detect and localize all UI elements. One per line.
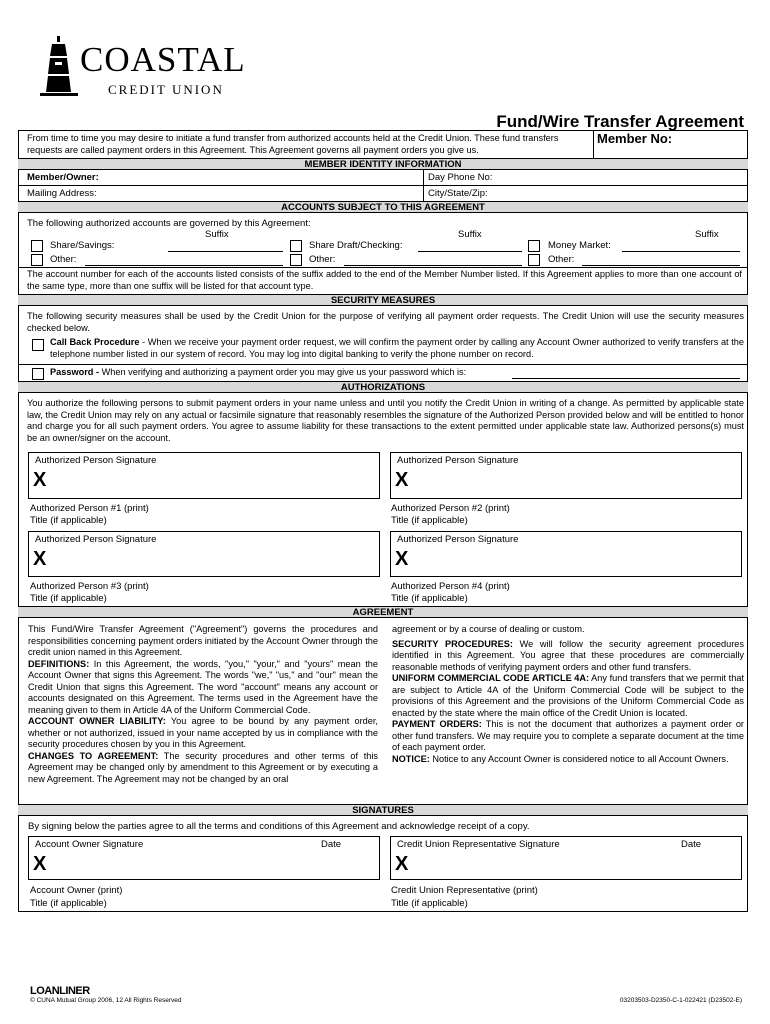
owner-liability: ACCOUNT OWNER LIABILITY: You agree to be bound by any payment order, whether or not authorized, issued in your name accepted by us in compliance with the security procedures chosen by you in this Agreement. — [28, 716, 378, 749]
other-label-2: Other: — [309, 254, 336, 265]
share-savings-label: Share/Savings: — [50, 240, 115, 251]
suffix-label-2: Suffix — [458, 229, 482, 240]
signature-x-mark: X — [33, 469, 47, 491]
mailing-address-field[interactable]: Mailing Address: — [27, 188, 97, 199]
authorized-person-1-title[interactable]: Title (if applicable) — [30, 515, 107, 526]
intro-text: From time to time you may desire to initiate a fund transfer from authorized accounts held at the Credit Union. These fund transfers requests are called payment orders in this Agreement. This Agreement governs all payment orders you give us. — [27, 133, 559, 155]
authorized-person-2-print[interactable]: Authorized Person #2 (print) — [391, 503, 510, 514]
authorized-signature-box-2[interactable] — [390, 452, 742, 499]
signature-label: Authorized Person Signature — [397, 534, 519, 545]
signature-label: Authorized Person Signature — [397, 455, 519, 466]
agreement-left-column — [28, 624, 378, 785]
account-owner-signature-box[interactable] — [28, 836, 380, 880]
section-member-identity: MEMBER IDENTITY INFORMATION — [18, 158, 748, 170]
lighthouse-icon — [40, 36, 78, 98]
authorized-person-3-print[interactable]: Authorized Person #3 (print) — [30, 581, 149, 592]
member-owner-field[interactable]: Member/Owner: — [27, 172, 99, 183]
authorized-person-1-print[interactable]: Authorized Person #1 (print) — [30, 503, 149, 514]
accounts-intro: The following authorized accounts are governed by this Agreement: — [27, 218, 311, 229]
signature-label: Account Owner Signature — [35, 839, 144, 850]
signature-x-mark: X — [33, 548, 47, 570]
accounts-note: The account number for each of the accounts listed consists of the suffix added to the end of the Member Number listed. If this Agreement applies to more than one account of the same type, more than one suffix will be listed for that account type. — [27, 269, 742, 291]
agreement-right-column — [392, 624, 744, 765]
form-code: 03203503-D2350-C-1-022421 (D23502-E) — [619, 997, 742, 1004]
signature-label: Authorized Person Signature — [35, 534, 157, 545]
other-account-checkbox-1[interactable] — [31, 254, 43, 266]
cu-representative-title[interactable]: Title (if applicable) — [391, 898, 468, 909]
suffix-label-3: Suffix — [695, 229, 719, 240]
account-owner-title[interactable]: Title (if applicable) — [30, 898, 107, 909]
agreement-intro: This Fund/Wire Transfer Agreement ("Agreement") governs the procedures and responsibilities concerning payment orders initiated by the Account Owner through the credit union named in this Agreement. — [28, 624, 378, 657]
cu-representative-print[interactable]: Credit Union Representative (print) — [391, 885, 538, 896]
date-label: Date — [681, 839, 702, 850]
security-procedures: SECURITY PROCEDURES: We will follow the security agreement procedures identified in this Agreement. You agree that these procedures are commercially reasonable methods of verifying payment orders and other fund transfers. — [392, 638, 745, 672]
document-title: Fund/Wire Transfer Agreement — [496, 112, 744, 131]
cu-representative-signature-box[interactable] — [390, 836, 742, 880]
city-state-zip-field[interactable]: City/State/Zip: — [428, 188, 488, 199]
loanliner-logo: LOANLINER — [30, 985, 90, 997]
authorized-signature-box-1[interactable] — [28, 452, 380, 499]
other-account-checkbox-2[interactable] — [290, 254, 302, 266]
signature-x-mark: X — [33, 853, 47, 875]
other-account-checkbox-3[interactable] — [528, 254, 540, 266]
agreement-continued: agreement or by a course of dealing or custom. — [392, 624, 585, 634]
payment-orders: PAYMENT ORDERS: This is not the document that authorizes a payment order or other fund transfers. We may require you to complete a separate document at the time of each payment order. — [392, 719, 744, 752]
signatures-intro: By signing below the parties agree to all the terms and conditions of this Agreement and acknowledge receipt of a copy. — [28, 821, 530, 832]
section-security: SECURITY MEASURES — [18, 294, 748, 306]
credit-union-logo — [40, 36, 270, 106]
section-accounts: ACCOUNTS SUBJECT TO THIS AGREEMENT — [18, 201, 748, 213]
authorized-person-4-title[interactable]: Title (if applicable) — [391, 593, 468, 604]
other-label-1: Other: — [50, 254, 77, 265]
authorized-person-3-title[interactable]: Title (if applicable) — [30, 593, 107, 604]
authorized-person-2-title[interactable]: Title (if applicable) — [391, 515, 468, 526]
account-owner-print[interactable]: Account Owner (print) — [30, 885, 123, 896]
callback-checkbox[interactable] — [32, 339, 44, 351]
member-number-field[interactable]: Member No: — [597, 131, 673, 146]
signature-x-mark: X — [395, 853, 409, 875]
money-market-checkbox[interactable] — [528, 240, 540, 252]
logo-subtitle: CREDIT UNION — [108, 82, 224, 97]
day-phone-field[interactable]: Day Phone No: — [428, 172, 493, 183]
password-text: Password - When verifying and authorizing a payment order you may give us your password which is: — [50, 367, 467, 377]
authorized-signature-box-3[interactable] — [28, 531, 380, 577]
other-label-3: Other: — [548, 254, 575, 265]
authorizations-text: You authorize the following persons to submit payment orders in your name unless and until you notify the Credit Union in writing of a change. As permitted by applicable state law, the Credit Union may rely on any actual or facsimile signature that reasonably resembles the signature of the Authorized Person provided below and will be entitled to honor and charge you for all such payment orders. You agree to assume liability for these transactions to the extent permitted under applicable state law. Authorized persons(s) must be an owner/signer on the account. — [27, 398, 744, 443]
money-market-label: Money Market: — [548, 240, 611, 251]
suffix-label-1: Suffix — [205, 229, 229, 240]
changes-to-agreement: CHANGES TO AGREEMENT: The security procedures and other terms of this Agreement may be changed only by amendment to this Agreement or by executing a new Agreement. The Agreement may not be changed by an oral — [28, 750, 378, 784]
ucc-article-4a: UNIFORM COMMERCIAL CODE ARTICLE 4A: Any fund transfers that we permit that are subject to Article 4A of the Uniform Commercial Code will be subject to the provisions of this Agreement and the provisions of the Uniform Commercial Code as enacted by the state where the main office of the Credit Union is located. — [392, 673, 745, 718]
authorized-signature-box-4[interactable] — [390, 531, 742, 577]
password-checkbox[interactable] — [32, 368, 44, 380]
section-authorizations: AUTHORIZATIONS — [18, 381, 748, 393]
signature-x-mark: X — [395, 548, 409, 570]
signature-x-mark: X — [395, 469, 409, 491]
signature-label: Credit Union Representative Signature — [397, 839, 560, 850]
signature-label: Authorized Person Signature — [35, 455, 157, 466]
logo-name: COASTAL — [80, 40, 246, 79]
section-signatures: SIGNATURES — [18, 804, 748, 816]
security-intro: The following security measures shall be used by the Credit Union for the purpose of verifying all payment order requests. The Credit Union will use the security measures checked below. — [27, 311, 744, 333]
copyright: © CUNA Mutual Group 2006, 12 All Rights Reserved — [30, 997, 182, 1004]
callback-text: Call Back Procedure - When we receive your payment order request, we will confirm the payment order by calling any Account Owner authorized to verify transfers at the telephone number listed in our system of record. You may log into digital banking to verify the phone number on record. — [50, 337, 744, 359]
definitions: DEFINITIONS: In this Agreement, the words, "you," "your," and "yours" mean the Account Owner that signs this Agreement. The words "we," "us," and "our" mean the Credit Union that signs this Agreement. The word "account" means any account or accounts designated on this Agreement. The terms used in the Agreement have the meaning given to them in Article 4A of the Uniform Commercial Code. — [28, 658, 378, 715]
authorized-person-4-print[interactable]: Authorized Person #4 (print) — [391, 581, 510, 592]
notice: NOTICE: Notice to any Account Owner is considered notice to all Account Owners. — [392, 753, 729, 764]
date-label: Date — [321, 839, 342, 850]
share-draft-checkbox[interactable] — [290, 240, 302, 252]
share-savings-checkbox[interactable] — [31, 240, 43, 252]
share-draft-label: Share Draft/Checking: — [309, 240, 403, 251]
section-agreement: AGREEMENT — [18, 606, 748, 618]
